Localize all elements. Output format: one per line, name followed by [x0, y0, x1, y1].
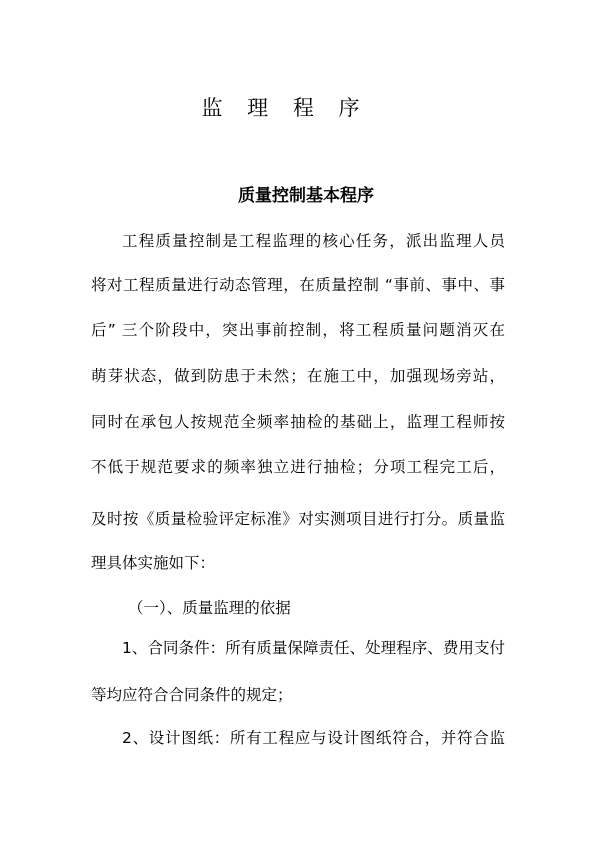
paragraph-line: 萌芽状态，做到防患于未然；在施工中，加强现场旁站， [91, 367, 505, 385]
list-item-line: 等均应符合合同条件的规定； [91, 686, 293, 704]
list-item-line: 2、设计图纸：所有工程应与设计图纸符合，并符合监 [122, 729, 505, 747]
paragraph-line: 理具体实施如下： [91, 554, 216, 572]
list-item-line: 1、合同条件：所有质量保障责任、处理程序、费用支付 [122, 639, 505, 657]
section-heading: 质量控制基本程序 [238, 186, 374, 206]
paragraph-line: 工程质量控制是工程监理的核心任务，派出监理人员 [122, 232, 505, 250]
paragraph-line: 同时在承包人按规范全频率抽检的基础上，监理工程师按 [91, 413, 505, 431]
paragraph-line: 不低于规范要求的频率独立进行抽检；分项工程完工后， [91, 458, 505, 476]
subsection-heading: （一）、质量监理的依据 [128, 599, 291, 617]
paragraph-line: 后” 三个阶段中，突出事前控制，将工程质量问题消灭在 [91, 321, 505, 339]
paragraph-line: 将对工程质量进行动态管理，在质量控制 “事前、事中、事 [91, 276, 505, 294]
paragraph-line: 及时按《质量检验评定标准》对实测项目进行打分。质量监 [91, 510, 505, 528]
document-title: 监 理 程 序 [201, 96, 369, 120]
